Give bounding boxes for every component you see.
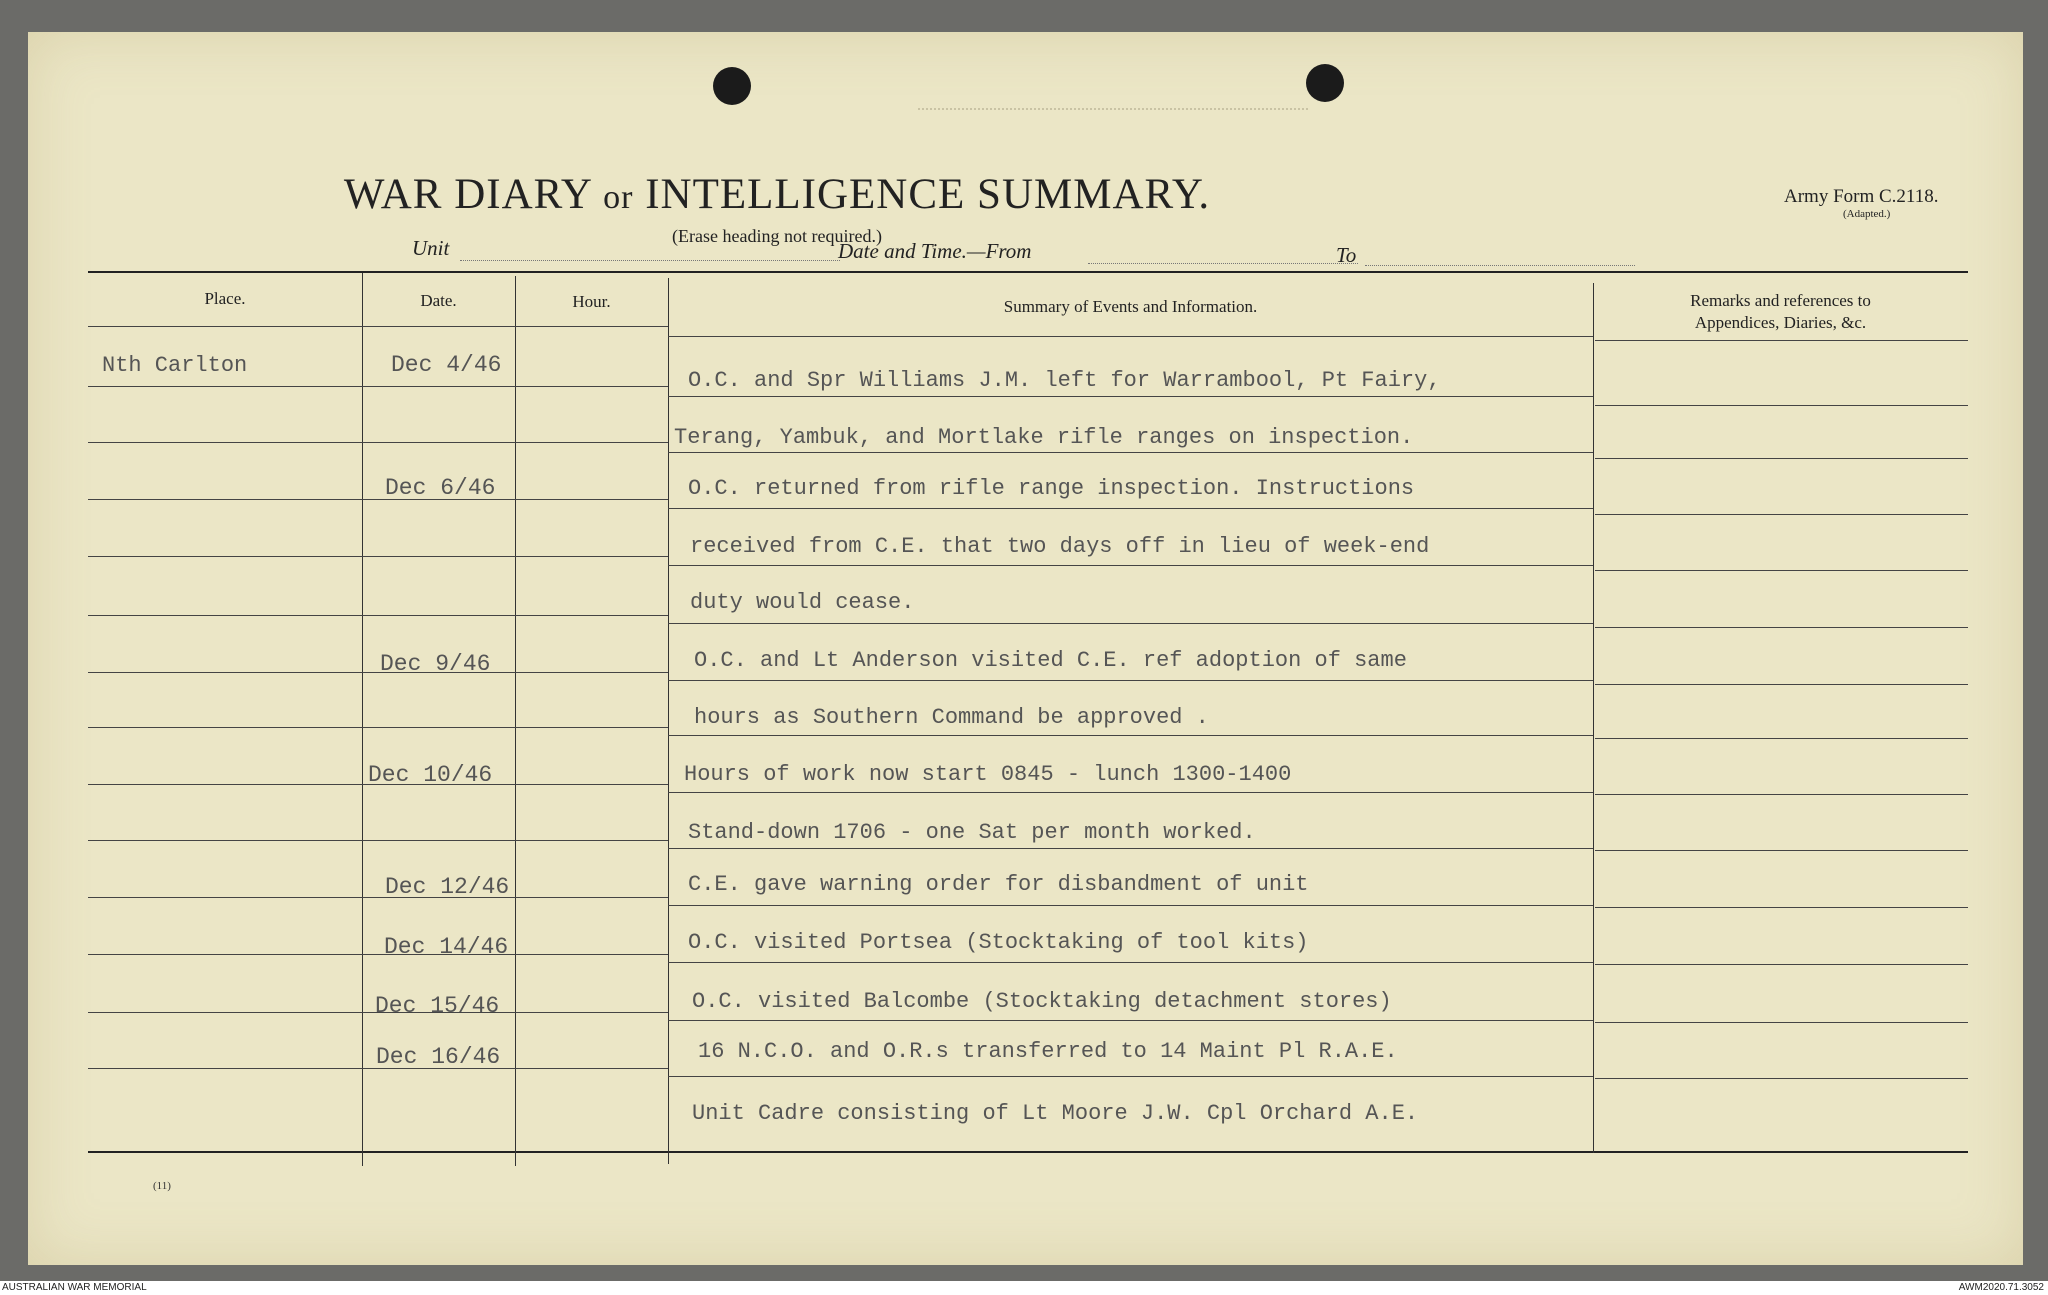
punch-hole-left [713,67,751,105]
summary-rule [668,508,1593,509]
row-rule [88,615,668,616]
remarks-rule [1595,627,1968,628]
remarks-rule [1595,964,1968,965]
erase-note: (Erase heading not required.) [672,226,882,246]
summary-line: O.C. visited Portsea (Stocktaking of tool kits) [688,930,1309,955]
archive-footer [0,1281,2048,1295]
footer-right-text: AWM2020.71.3052 [1958,1282,2044,1293]
row-rule [88,499,668,500]
remarks-header-line2: Appendices, Diaries, &c. [1694,313,1867,332]
remarks-rule [1595,850,1968,851]
header-rule-remarks [1595,340,1968,341]
header-rule-left [88,326,668,327]
remarks-rule [1595,794,1968,795]
army-form-number: Army Form C.2118. [1784,186,1939,207]
place-entry: Nth Carlton [102,353,248,378]
date-entry: Dec 15/46 [375,993,500,1019]
summary-line: Terang, Yambuk, and Mortlake rifle ranges on inspection. [674,425,1414,450]
summary-line: Hours of work now start 0845 - lunch 1300-1400 [684,762,1292,787]
remarks-rule [1595,738,1968,739]
unit-field-line [460,260,840,261]
row-rule [88,840,668,841]
unit-label: Unit [412,236,450,260]
col-divider-place-date [362,273,363,1166]
col-divider-summary-remarks [1593,283,1594,1153]
form-number: (11) [153,1180,171,1192]
date-entry: Dec 16/46 [376,1044,501,1070]
date-from-field-line [1088,263,1358,264]
row-rule [88,897,668,898]
col-header-date: Date. [420,291,457,310]
remarks-rule [1595,570,1968,571]
summary-line: received from C.E. that two days off in lieu of week-end [690,534,1430,559]
remarks-rule [1595,1078,1968,1079]
date-entry: Dec 12/46 [385,874,510,900]
remarks-rule [1595,405,1968,406]
summary-line: O.C. visited Balcombe (Stocktaking detachment stores) [692,989,1392,1014]
summary-rule [668,680,1593,681]
title-intelligence-summary: INTELLIGENCE SUMMARY. [645,171,1211,218]
footer-left-text: AUSTRALIAN WAR MEMORIAL [2,1282,147,1293]
title-or: or [603,179,634,216]
summary-rule [668,565,1593,566]
remarks-rule [1595,514,1968,515]
summary-rule [668,1020,1593,1021]
remarks-rule [1595,907,1968,908]
remarks-header-line1: Remarks and references to [1690,291,1871,310]
summary-rule [668,848,1593,849]
decorative-dotted-line [918,108,1308,110]
summary-rule [668,735,1593,736]
date-time-from-label: Date and Time.—From [838,239,1032,263]
summary-line: O.C. and Spr Williams J.M. left for Warrambool, Pt Fairy, [688,368,1441,393]
summary-line: O.C. and Lt Anderson visited C.E. ref adoption of same [694,648,1407,673]
row-rule [88,386,668,387]
adapted-note: (Adapted.) [1843,208,1891,220]
summary-line: C.E. gave warning order for disbandment of unit [688,872,1309,897]
header-rule-summary [668,336,1593,337]
table-top-rule [88,271,1968,273]
to-label: To [1336,243,1357,267]
summary-line: 16 N.C.O. and O.R.s transferred to 14 Maint Pl R.A.E. [698,1039,1398,1064]
summary-rule [668,396,1593,397]
form-title [28,170,1526,219]
remarks-rule [1595,458,1968,459]
date-entry: Dec 6/46 [385,475,496,501]
summary-rule [668,962,1593,963]
punch-hole-right [1306,64,1344,102]
date-entry: Dec 9/46 [380,651,491,677]
col-divider-hour-summary [668,278,669,1164]
title-war-diary: WAR DIARY [343,171,592,218]
row-rule [88,556,668,557]
row-rule [88,954,668,955]
col-divider-date-hour [515,276,516,1166]
summary-line: Unit Cadre consisting of Lt Moore J.W. Cpl Orchard A.E. [692,1101,1419,1126]
summary-rule [668,792,1593,793]
col-header-remarks [1593,290,1968,334]
col-header-place: Place. [204,289,246,308]
row-rule [88,442,668,443]
col-header-summary: Summary of Events and Information. [1003,297,1258,316]
date-to-field-line [1365,265,1635,266]
col-header-hour: Hour. [572,292,611,311]
date-entry: Dec 14/46 [384,934,509,960]
summary-rule [668,623,1593,624]
summary-line: duty would cease. [690,590,915,615]
remarks-rule [1595,1022,1968,1023]
summary-line: Stand-down 1706 - one Sat per month worked. [688,820,1256,845]
date-entry: Dec 10/46 [368,762,493,788]
summary-line: hours as Southern Command be approved . [694,705,1209,730]
date-entry: Dec 4/46 [391,352,502,378]
table-bottom-rule [88,1151,1968,1153]
summary-rule [668,452,1593,453]
summary-rule [668,905,1593,906]
summary-rule [668,1076,1593,1077]
war-diary-sheet [28,32,2023,1265]
summary-line: O.C. returned from rifle range inspection. Instructions [688,476,1415,501]
row-rule [88,727,668,728]
remarks-rule [1595,684,1968,685]
row-rule [88,672,668,673]
